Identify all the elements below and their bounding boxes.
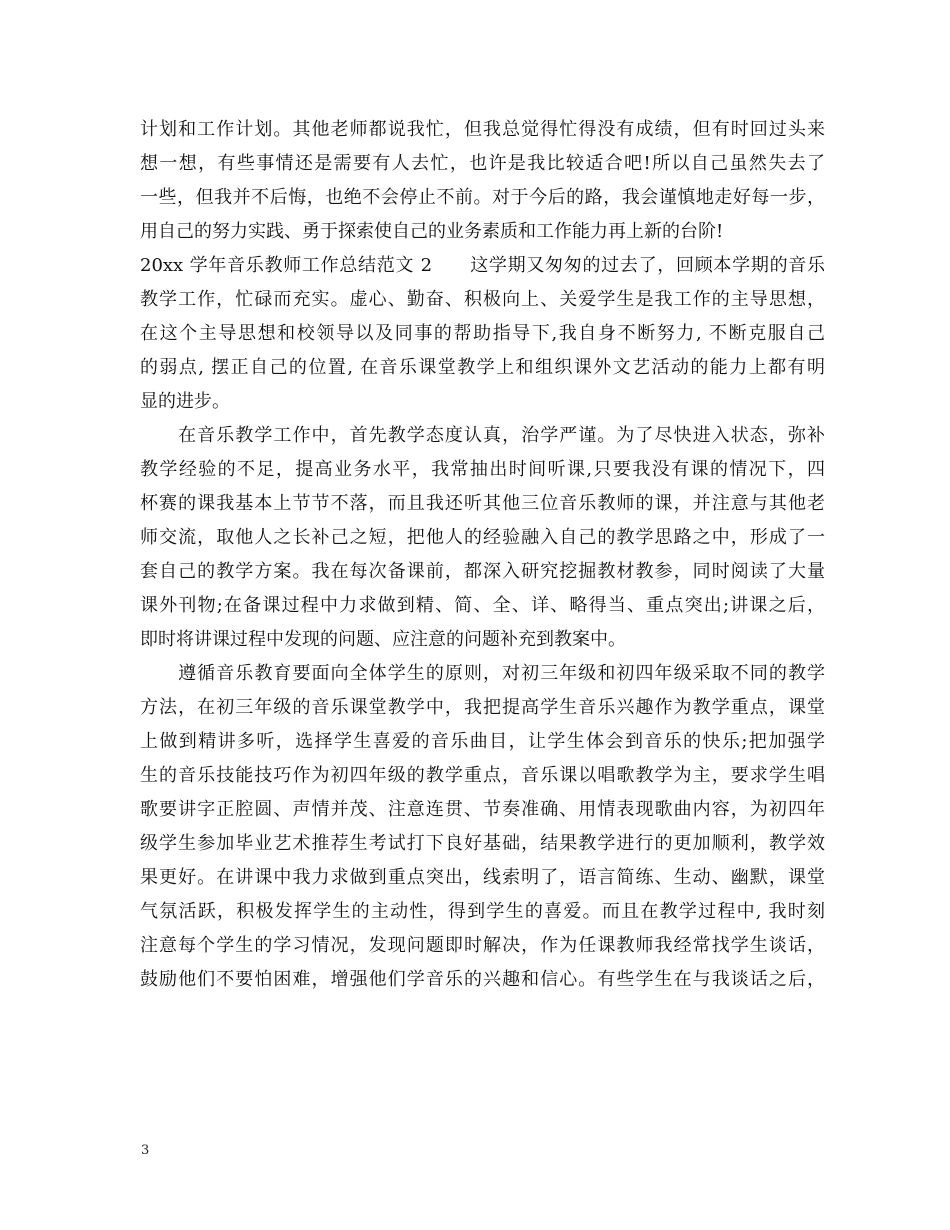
text-line: 在音乐教学工作中，首先教学态度认真，治学严谨。为了尽快进入状态，弥补	[140, 425, 825, 446]
page-number: 3	[141, 1143, 150, 1158]
text-line: 用自己的努力实践、勇于探索使自己的业务素质和工作能力再上新的台阶!	[140, 221, 724, 242]
text-line: 生的音乐技能技巧作为初四年级的教学重点，音乐课以唱歌教学为主，要求学生唱	[140, 765, 825, 786]
text-line: 想一想，有些事情还是需要有人去忙，也许是我比较适合吧!所以自己虽然失去了	[140, 153, 825, 174]
text-line: 级学生参加毕业艺术推荐生考试打下良好基础，结果教学进行的更加顺利，教学效	[140, 833, 825, 854]
text-line: 课外刊物;在备课过程中力求做到精、简、全、详、略得当、重点突出;讲课之后，	[140, 595, 825, 616]
text-line: 的弱点, 摆正自己的位置, 在音乐课堂教学上和组织课外文艺活动的能力上都有明	[140, 357, 825, 378]
text-line: 教学工作，忙碌而充实。虚心、勤奋、积极向上、关爱学生是我工作的主导思想，	[140, 289, 825, 310]
text-line: 鼓励他们不要怕困难，增强他们学音乐的兴趣和信心。有些学生在与我谈话之后，	[140, 969, 825, 990]
text-line: 气氛活跃，积极发挥学生的主动性，得到学生的喜爱。而且在教学过程中, 我时刻	[140, 901, 825, 922]
text-line: 在这个主导思想和校领导以及同事的帮助指导下,我自身不断努力, 不断克服自己	[140, 323, 825, 344]
text-line: 果更好。在讲课中我力求做到重点突出，线索明了，语言简练、生动、幽默，课堂	[140, 867, 825, 888]
text-line: 上做到精讲多听，选择学生喜爱的音乐曲目，让学生体会到音乐的快乐;把加强学	[140, 731, 825, 752]
text-line: 教学经验的不足，提高业务水平，我常抽出时间听课,只要我没有课的情况下，四	[140, 459, 825, 480]
text-line: 20xx 学年音乐教师工作总结范文 2 这学期又匆匆的过去了，回顾本学期的音乐	[140, 255, 825, 276]
body-text	[140, 113, 825, 997]
text-line: 杯赛的课我基本上节节不落，而且我还听其他三位音乐教师的课，并注意与其他老	[140, 493, 825, 514]
text-line: 师交流，取他人之长补己之短，把他人的经验融入自己的教学思路之中，形成了一	[140, 527, 825, 548]
text-line: 即时将讲课过程中发现的问题、应注意的问题补充到教案中。	[140, 629, 626, 650]
text-line: 计划和工作计划。其他老师都说我忙，但我总觉得忙得没有成绩，但有时回过头来	[140, 119, 825, 140]
text-line: 一些，但我并不后悔，也绝不会停止不前。对于今后的路，我会谨慎地走好每一步，	[140, 187, 825, 208]
text-line: 歌要讲字正腔圆、声情并茂、注意连贯、节奏准确、用情表现歌曲内容，为初四年	[140, 799, 825, 820]
text-line: 套自己的教学方案。我在每次备课前，都深入研究挖掘教材教参，同时阅读了大量	[140, 561, 825, 582]
text-line: 方法，在初三年级的音乐课堂教学中，我把提高学生音乐兴趣作为教学重点，课堂	[140, 697, 825, 718]
text-line: 显的进步。	[140, 391, 230, 412]
text-line: 遵循音乐教育要面向全体学生的原则，对初三年级和初四年级采取不同的教学	[140, 663, 825, 684]
text-line: 注意每个学生的学习情况，发现问题即时解决，作为任课教师我经常找学生谈话，	[140, 935, 825, 956]
